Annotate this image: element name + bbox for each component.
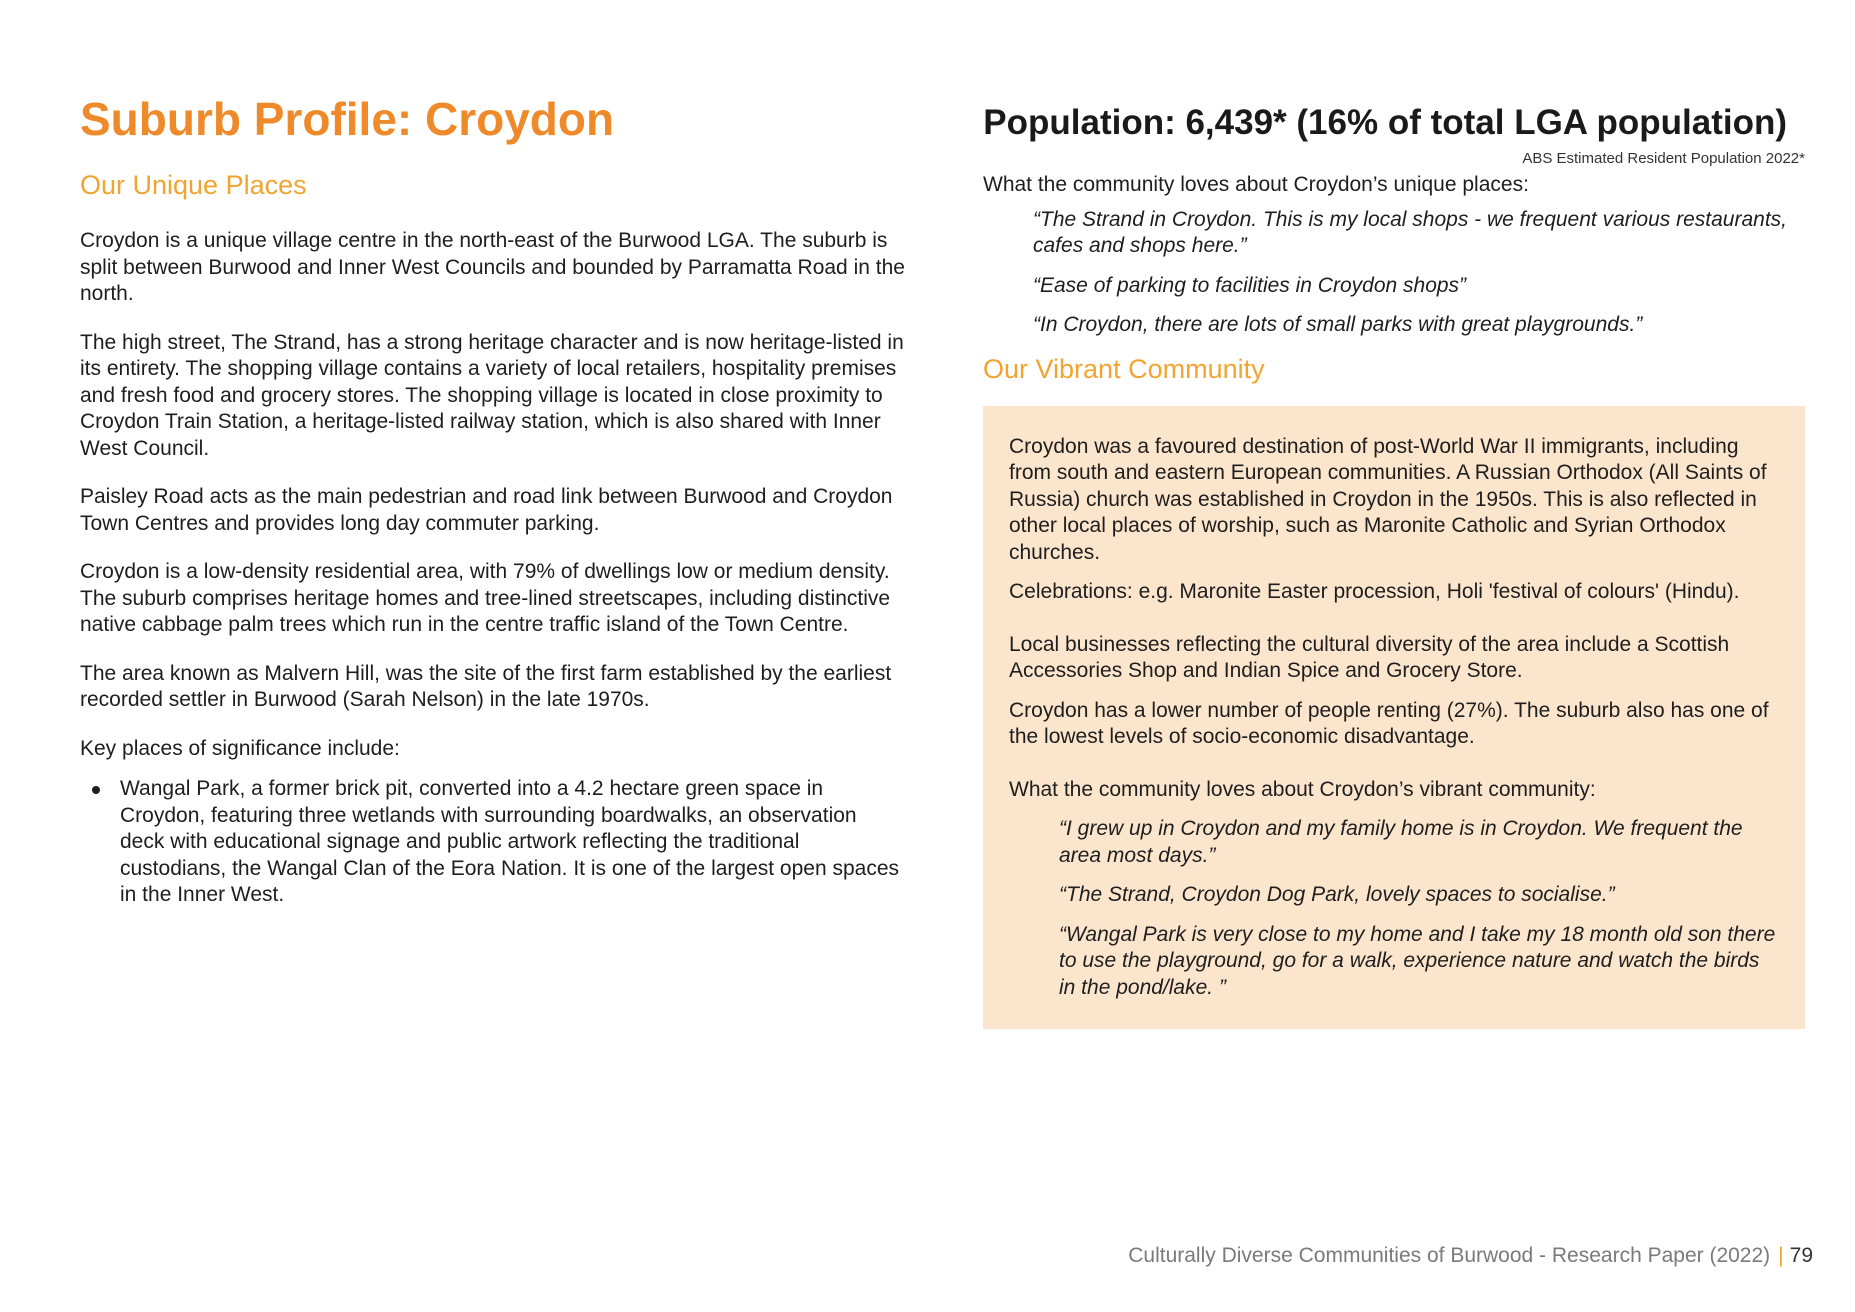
quote: “Wangal Park is very close to my home and I take my 18 month old son there to use the playground, go for a walk, experience nature and watch the birds in the pond/lake. ” [1059, 922, 1776, 999]
malvern-hill-paragraph: The area known as Malvern Hill, was the site of the first farm established by the earliest recorded settler in Burwood (Sarah Nelson) in the late 1970s. [80, 661, 892, 711]
quote: “The Strand in Croydon. This is my local shops - we frequent various restaurants, cafes and shops here.” [1033, 207, 1787, 257]
density-paragraph: Croydon is a low-density residential area, with 79% of dwellings low or medium density. The suburb comprises heritage homes and tree-lined streetscapes, including distinctive native cabbage palm trees which run in the centre traffic island of the Town Centre. [80, 560, 891, 636]
footer-text: Culturally Diverse Communities of Burwood - Research Paper (2022) [1128, 1244, 1771, 1267]
celebrations-paragraph: Celebrations: e.g. Maronite Easter procession, Holi 'festival of colours' (Hindu). [1009, 580, 1740, 603]
population-heading: Population: 6,439* (16% of total LGA population) [983, 103, 1787, 142]
unique-places-heading: Our Unique Places [80, 170, 307, 200]
key-places-intro: Key places of significance include: [80, 736, 400, 760]
page-number: 79 [1789, 1244, 1813, 1267]
quote: “I grew up in Croydon and my family home is in Croydon. We frequent the area most days.” [1059, 817, 1743, 867]
community-quotes-intro: What the community loves about Croydon’s vibrant community: [1009, 777, 1596, 801]
places-quotes-intro: What the community loves about Croydon’s unique places: [983, 173, 1529, 196]
bullet-icon [92, 786, 100, 794]
page-title: Suburb Profile: Croydon [80, 93, 615, 145]
footer-separator: | [1778, 1244, 1784, 1267]
key-places-list [80, 776, 905, 909]
immigration-paragraph: Croydon was a favoured destination of post-World War II immigrants, including from south and eastern European communities. A Russian Orthodox (All Saints of Russia) church was established in Croydon in the 1950s. This is also reflected in other local places of worship, such as Maronite Catholic and Syrian Orthodox churches. [1009, 434, 1767, 564]
intro-paragraph: Croydon is a unique village centre in the north-east of the Burwood LGA. The suburb is split between Burwood and Inner West Councils and bounded by Parramatta Road in the north. [80, 229, 905, 305]
community-info-box [983, 406, 1805, 1030]
paisley-road-paragraph: Paisley Road acts as the main pedestrian and road link between Burwood and Croydon Town Centres and provides long day commuter parking. [80, 485, 893, 535]
places-quotes [1033, 207, 1805, 339]
quote: “The Strand, Croydon Dog Park, lovely spaces to socialise.” [1059, 883, 1615, 906]
quote: “In Croydon, there are lots of small parks with great playgrounds.” [1033, 313, 1643, 336]
community-quotes [1059, 816, 1781, 1001]
page-footer [1128, 1243, 1813, 1269]
renting-paragraph: Croydon has a lower number of people renting (27%). The suburb also has one of the lowest levels of socio-economic disadvantage. [1009, 698, 1769, 748]
right-column [983, 102, 1805, 1029]
vibrant-community-heading: Our Vibrant Community [983, 353, 1265, 384]
source-note: ABS Estimated Resident Population 2022* [1522, 150, 1805, 167]
left-column [80, 92, 905, 909]
quote: “Ease of parking to facilities in Croydon shops” [1033, 273, 1467, 297]
list-item-text: Wangal Park, a former brick pit, converted into a 4.2 hectare green space in Croydon, featuring three wetlands with surrounding boardwalks, an observation deck with educational signage and public artwork reflecting the traditional custodians, the Wangal Clan of the Eora Nation. It is one of the largest open spaces in the Inner West. [120, 777, 900, 906]
businesses-paragraph: Local businesses reflecting the cultural diversity of the area include a Scottish Accessories Shop and Indian Spice and Grocery Store. [1009, 632, 1730, 682]
strand-paragraph: The high street, The Strand, has a strong heritage character and is now heritage-listed in its entirety. The shopping village contains a variety of local retailers, hospitality premises and fresh food and grocery stores. The shopping village is located in close proximity to Croydon Train Station, a heritage-listed railway station, which is also shared with Inner West Council. [80, 330, 904, 460]
list-item [80, 776, 905, 909]
